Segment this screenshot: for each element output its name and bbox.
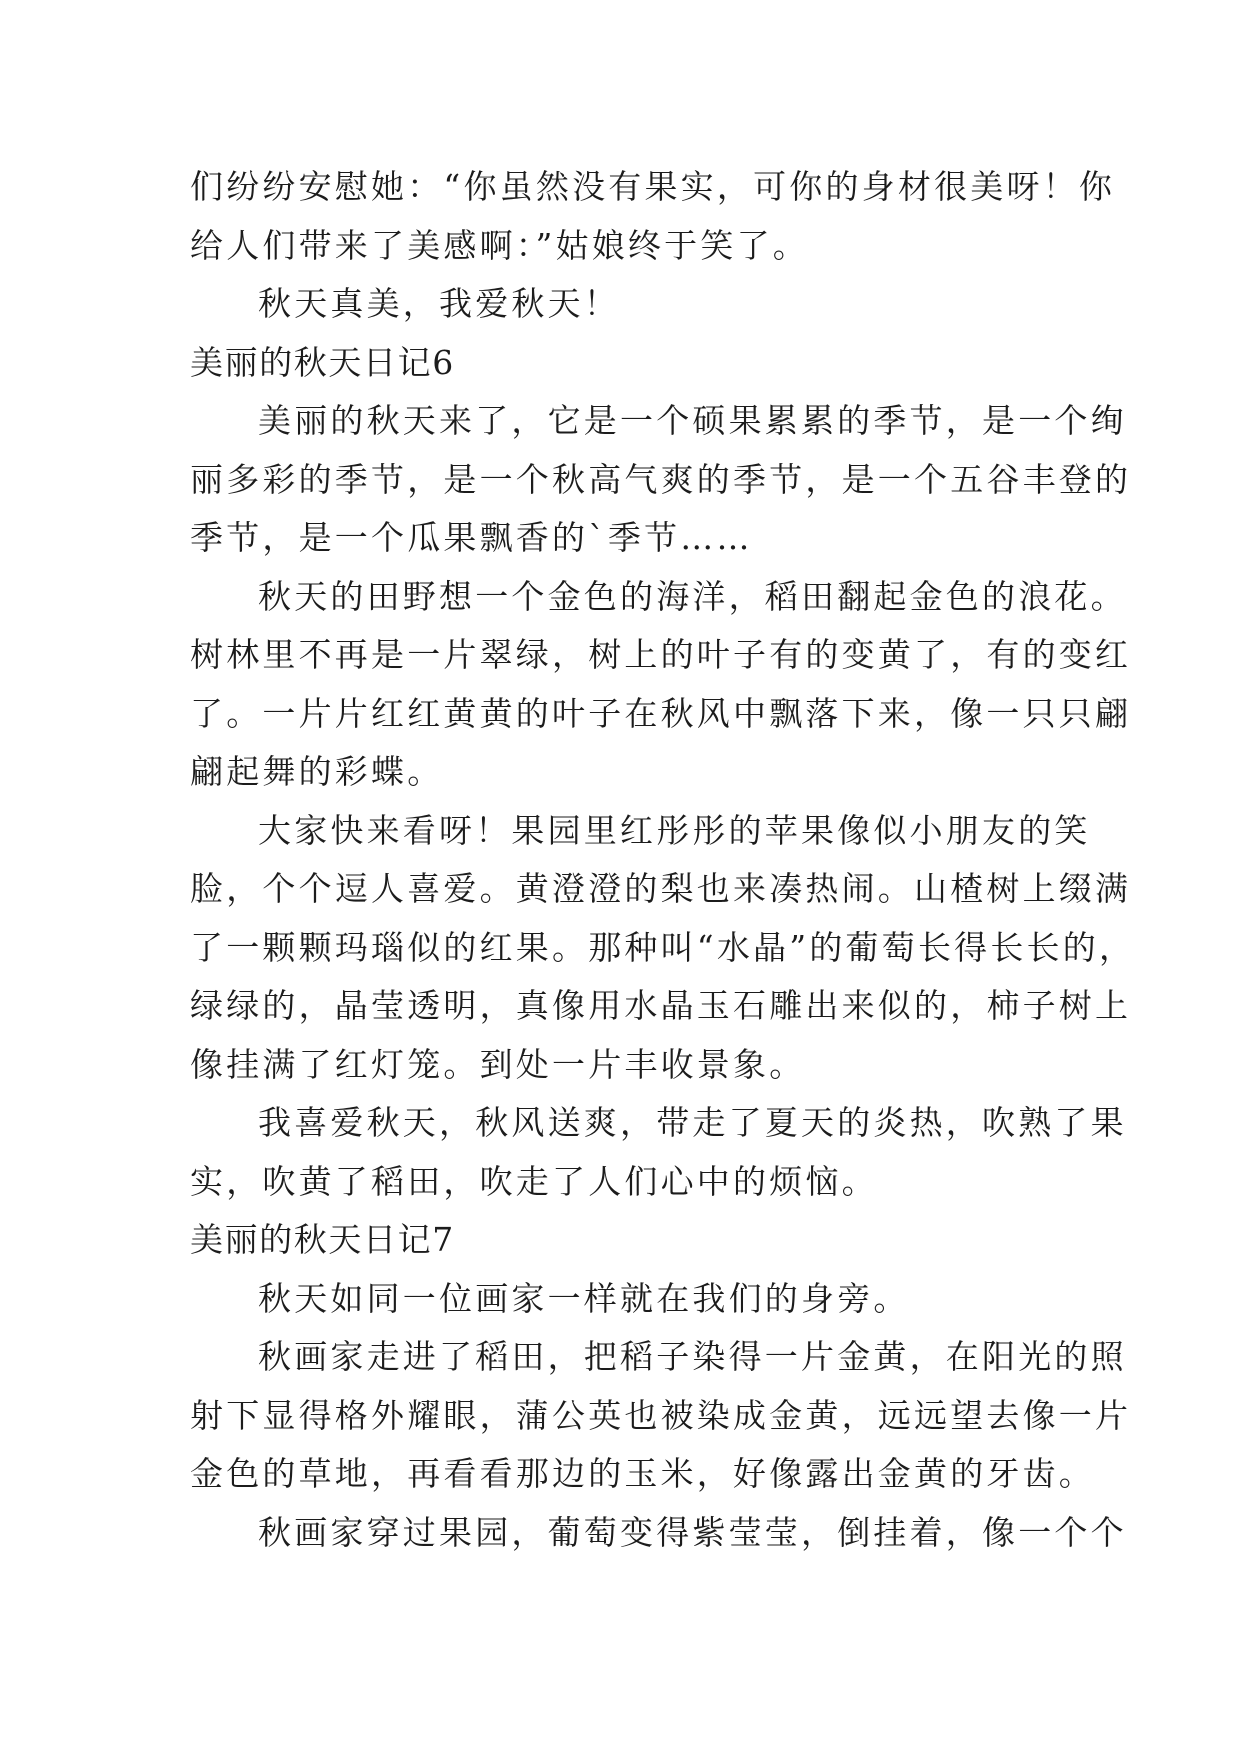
text-line: 射下显得格外耀眼，蒲公英也被染成金黄，远远望去像一片: [190, 1395, 1132, 1435]
text-line: 金色的草地，再看看那边的玉米，好像露出金黄的牙齿。: [190, 1454, 1095, 1493]
text-line: 秋天如同一位画家一样就在我们的身旁。: [258, 1278, 910, 1318]
text-line: 脸，个个逗人喜爱。黄澄澄的梨也来凑热闹。山楂树上缀满: [190, 869, 1132, 908]
text-line: 大家快来看呀！果园里红彤彤的苹果像似小朋友的笑: [258, 810, 1091, 850]
text-line: 我喜爱秋天，秋风送爽，带走了夏天的炎热，吹熟了果: [258, 1103, 1127, 1142]
text-line: 像挂满了红灯笼。到处一片丰收景象。: [190, 1044, 806, 1084]
text-line: 了。一片片红红黄黄的叶子在秋风中飘落下来，像一只只翩: [190, 693, 1132, 733]
text-line: 翩起舞的彩蝶。: [190, 752, 444, 791]
text-line: 给人们带来了美感啊：”姑娘终于笑了。: [190, 225, 809, 265]
text-line: 实，吹黄了稻田，吹走了人们心中的烦恼。: [190, 1161, 878, 1201]
text-line: 秋画家走进了稻田，把稻子染得一片金黄，在阳光的照: [258, 1337, 1127, 1376]
text-line: 秋天的田野想一个金色的海洋，稻田翻起金色的浪花。: [258, 576, 1127, 616]
section-heading: 美丽的秋天日记7: [190, 1220, 455, 1259]
text-line: 秋画家穿过果园，葡萄变得紫莹莹，倒挂着，像一个个: [258, 1512, 1127, 1552]
text-line: 绿绿的，晶莹透明，真像用水晶玉石雕出来似的，柿子树上: [190, 986, 1132, 1025]
text-line: 树林里不再是一片翠绿，树上的叶子有的变黄了，有的变红: [190, 635, 1132, 674]
document-page: [190, 158, 1136, 1562]
text-line: 季节，是一个瓜果飘香的`季节……: [190, 518, 753, 557]
text-line: 美丽的秋天来了，它是一个硕果累累的季节，是一个绚: [258, 401, 1127, 440]
text-line: 们纷纷安慰她：“你虽然没有果实，可你的身材很美呀！你: [190, 167, 1116, 206]
text-line: 秋天真美，我爱秋天！: [258, 284, 620, 323]
text-line: 了一颗颗玛瑙似的红果。那种叫“水晶”的葡萄长得长长的，: [190, 927, 1136, 967]
section-heading: 美丽的秋天日记6: [190, 342, 455, 382]
text-line: 丽多彩的季节，是一个秋高气爽的季节，是一个五谷丰登的: [190, 459, 1132, 499]
